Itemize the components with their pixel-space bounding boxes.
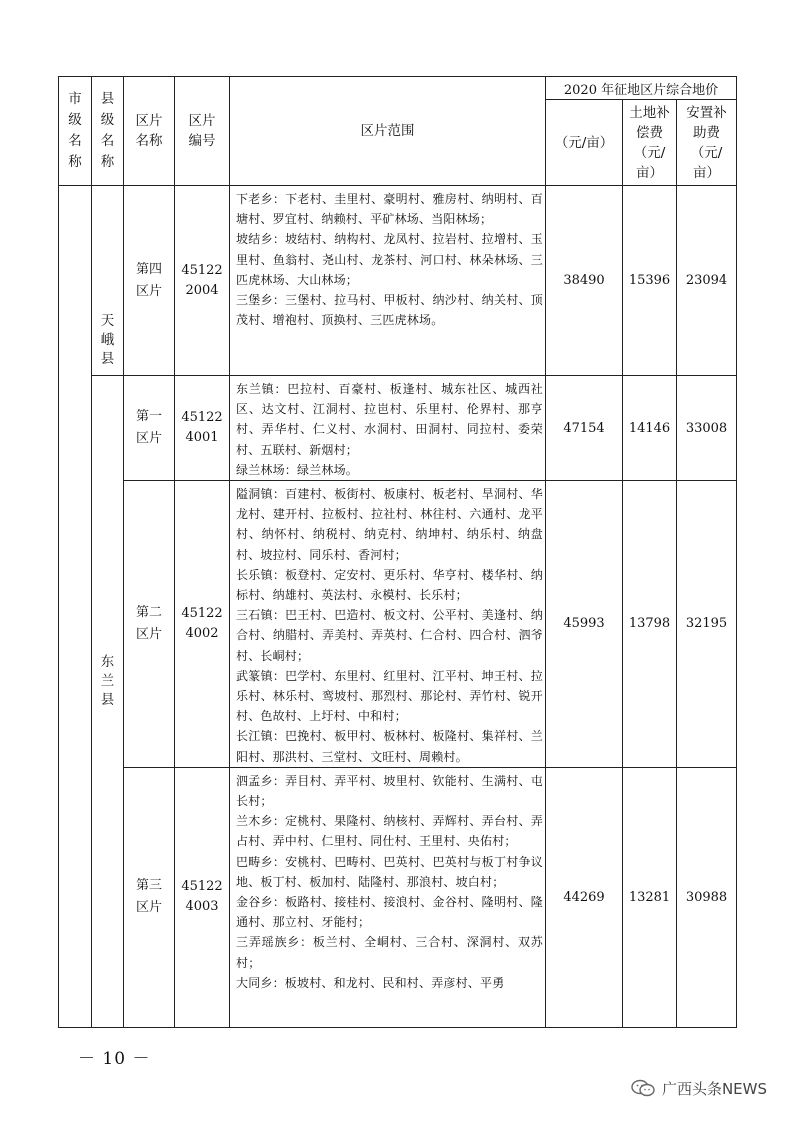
zone-name-cell: 第一区片 [124,376,175,481]
table-row [59,767,737,1027]
land-compensation-cell: 15396 [623,186,677,376]
zone-name-cell: 第二区片 [124,481,175,768]
header-city: 市级名称 [59,77,92,186]
zone-scope-cell: 东兰镇：巴拉村、百豪村、板逢村、城东社区、城西社区、达文村、江洞村、拉岜村、乐里村、伦界村、那亨村、弄华村、仁义村、水洞村、田洞村、同拉村、委荣村、五联村、新烟村； 绿兰林场：绿兰林场。 [230,376,546,481]
price-cell: 45993 [546,481,623,768]
table-row [59,481,737,768]
county-cell: 东兰县 [92,376,124,1028]
zone-code-cell: 45122 2004 [175,186,230,376]
header-zone-code: 区片编号 [175,77,230,186]
zone-scope-cell: 隘洞镇：百建村、板街村、板康村、板老村、旱洞村、华龙村、建开村、拉板村、拉社村、林往村、六通村、龙平村、纳怀村、纳税村、纳克村、纳坤村、纳乐村、纳盘村、坡拉村、同乐村、香河村； 长乐镇：板登村、定安村、更乐村、华亨村、楼华村、纳标村、纳雄村、英法村、永模村、长乐村； 三石镇：巴王村、巴造村、板文村、公平村、美逢村、纳合村、纳腊村、弄美村、弄英村、仁合村、四合村、泗爷村、长峒村； 武篆镇：巴学村、东里村、红里村、江平村、坤王村、拉乐村、林乐村、鸾坡村、那烈村、那论村、弄竹村、锐开村、色故村、上圩村、中和村； 长江镇：巴挽村、板甲村、板林村、板隆村、集祥村、兰阳村、那洪村、三堂村、文旺村、周赖村。 [230,481,546,768]
header-land-compensation: 土地补偿费（元/亩） [623,100,677,186]
table-row [59,186,737,376]
table-row [59,376,737,481]
price-cell: 38490 [546,186,623,376]
zone-name-cell: 第四区片 [124,186,175,376]
land-compensation-cell: 13281 [623,767,677,1027]
header-price-group: 2020 年征地区片综合地价 [546,77,737,100]
resettlement-cell: 23094 [677,186,737,376]
price-cell: 44269 [546,767,623,1027]
zone-code-cell: 45122 4001 [175,376,230,481]
land-price-table [58,76,737,1028]
resettlement-cell: 33008 [677,376,737,481]
zone-code-cell: 45122 4002 [175,481,230,768]
watermark [630,1078,767,1098]
header-scope: 区片范围 [230,77,546,186]
price-cell: 47154 [546,376,623,481]
watermark-text: 广西头条NEWS [661,1079,767,1098]
header-zone-name: 区片名称 [124,77,175,186]
resettlement-cell: 30988 [677,767,737,1027]
zone-scope-cell: 泗孟乡：弄目村、弄平村、坡里村、钦能村、生满村、屯长村； 兰木乡：定桃村、果隆村、纳核村、弄辉村、弄台村、弄占村、弄中村、仁里村、同仕村、王里村、央佑村； 巴畴乡：安桃村、巴畴村、巴英村、巴英村与板丁村争议地、板丁村、板加村、陆隆村、那浪村、坡白村； 金谷乡：板路村、接桂村、接浪村、金谷村、隆明村、隆通村、那立村、牙能村； 三弄瑶族乡：板兰村、全峒村、三合村、深洞村、双苏村； 大同乡：板坡村、和龙村、民和村、弄彦村、平勇 [230,767,546,1027]
land-compensation-cell: 14146 [623,376,677,481]
zone-scope-cell: 下老乡：下老村、圭里村、豪明村、雅房村、纳明村、百塘村、罗宜村、纳赖村、平矿林场、当阳林场； 坡结乡：坡结村、纳构村、龙凤村、拉岩村、拉增村、玉里村、鱼翁村、尧山村、龙茶村、河口村、林朵林场、三匹虎林场、大山林场； 三堡乡：三堡村、拉马村、甲板村、纳沙村、纳关村、顶茂村、增袍村、顶换村、三匹虎林场。 [230,186,546,376]
header-county: 县级名称 [92,77,124,186]
county-cell: 天峨县 [92,186,124,376]
city-cell [59,186,92,1028]
header-price-unit: （元/亩） [546,100,623,186]
land-compensation-cell: 13798 [623,481,677,768]
zone-code-cell: 45122 4003 [175,767,230,1027]
header-resettlement: 安置补助费（元/亩） [677,100,737,186]
wechat-logo-icon [630,1079,656,1097]
resettlement-cell: 32195 [677,481,737,768]
zone-name-cell: 第三区片 [124,767,175,1027]
page-number: － 10 － [78,1049,151,1069]
